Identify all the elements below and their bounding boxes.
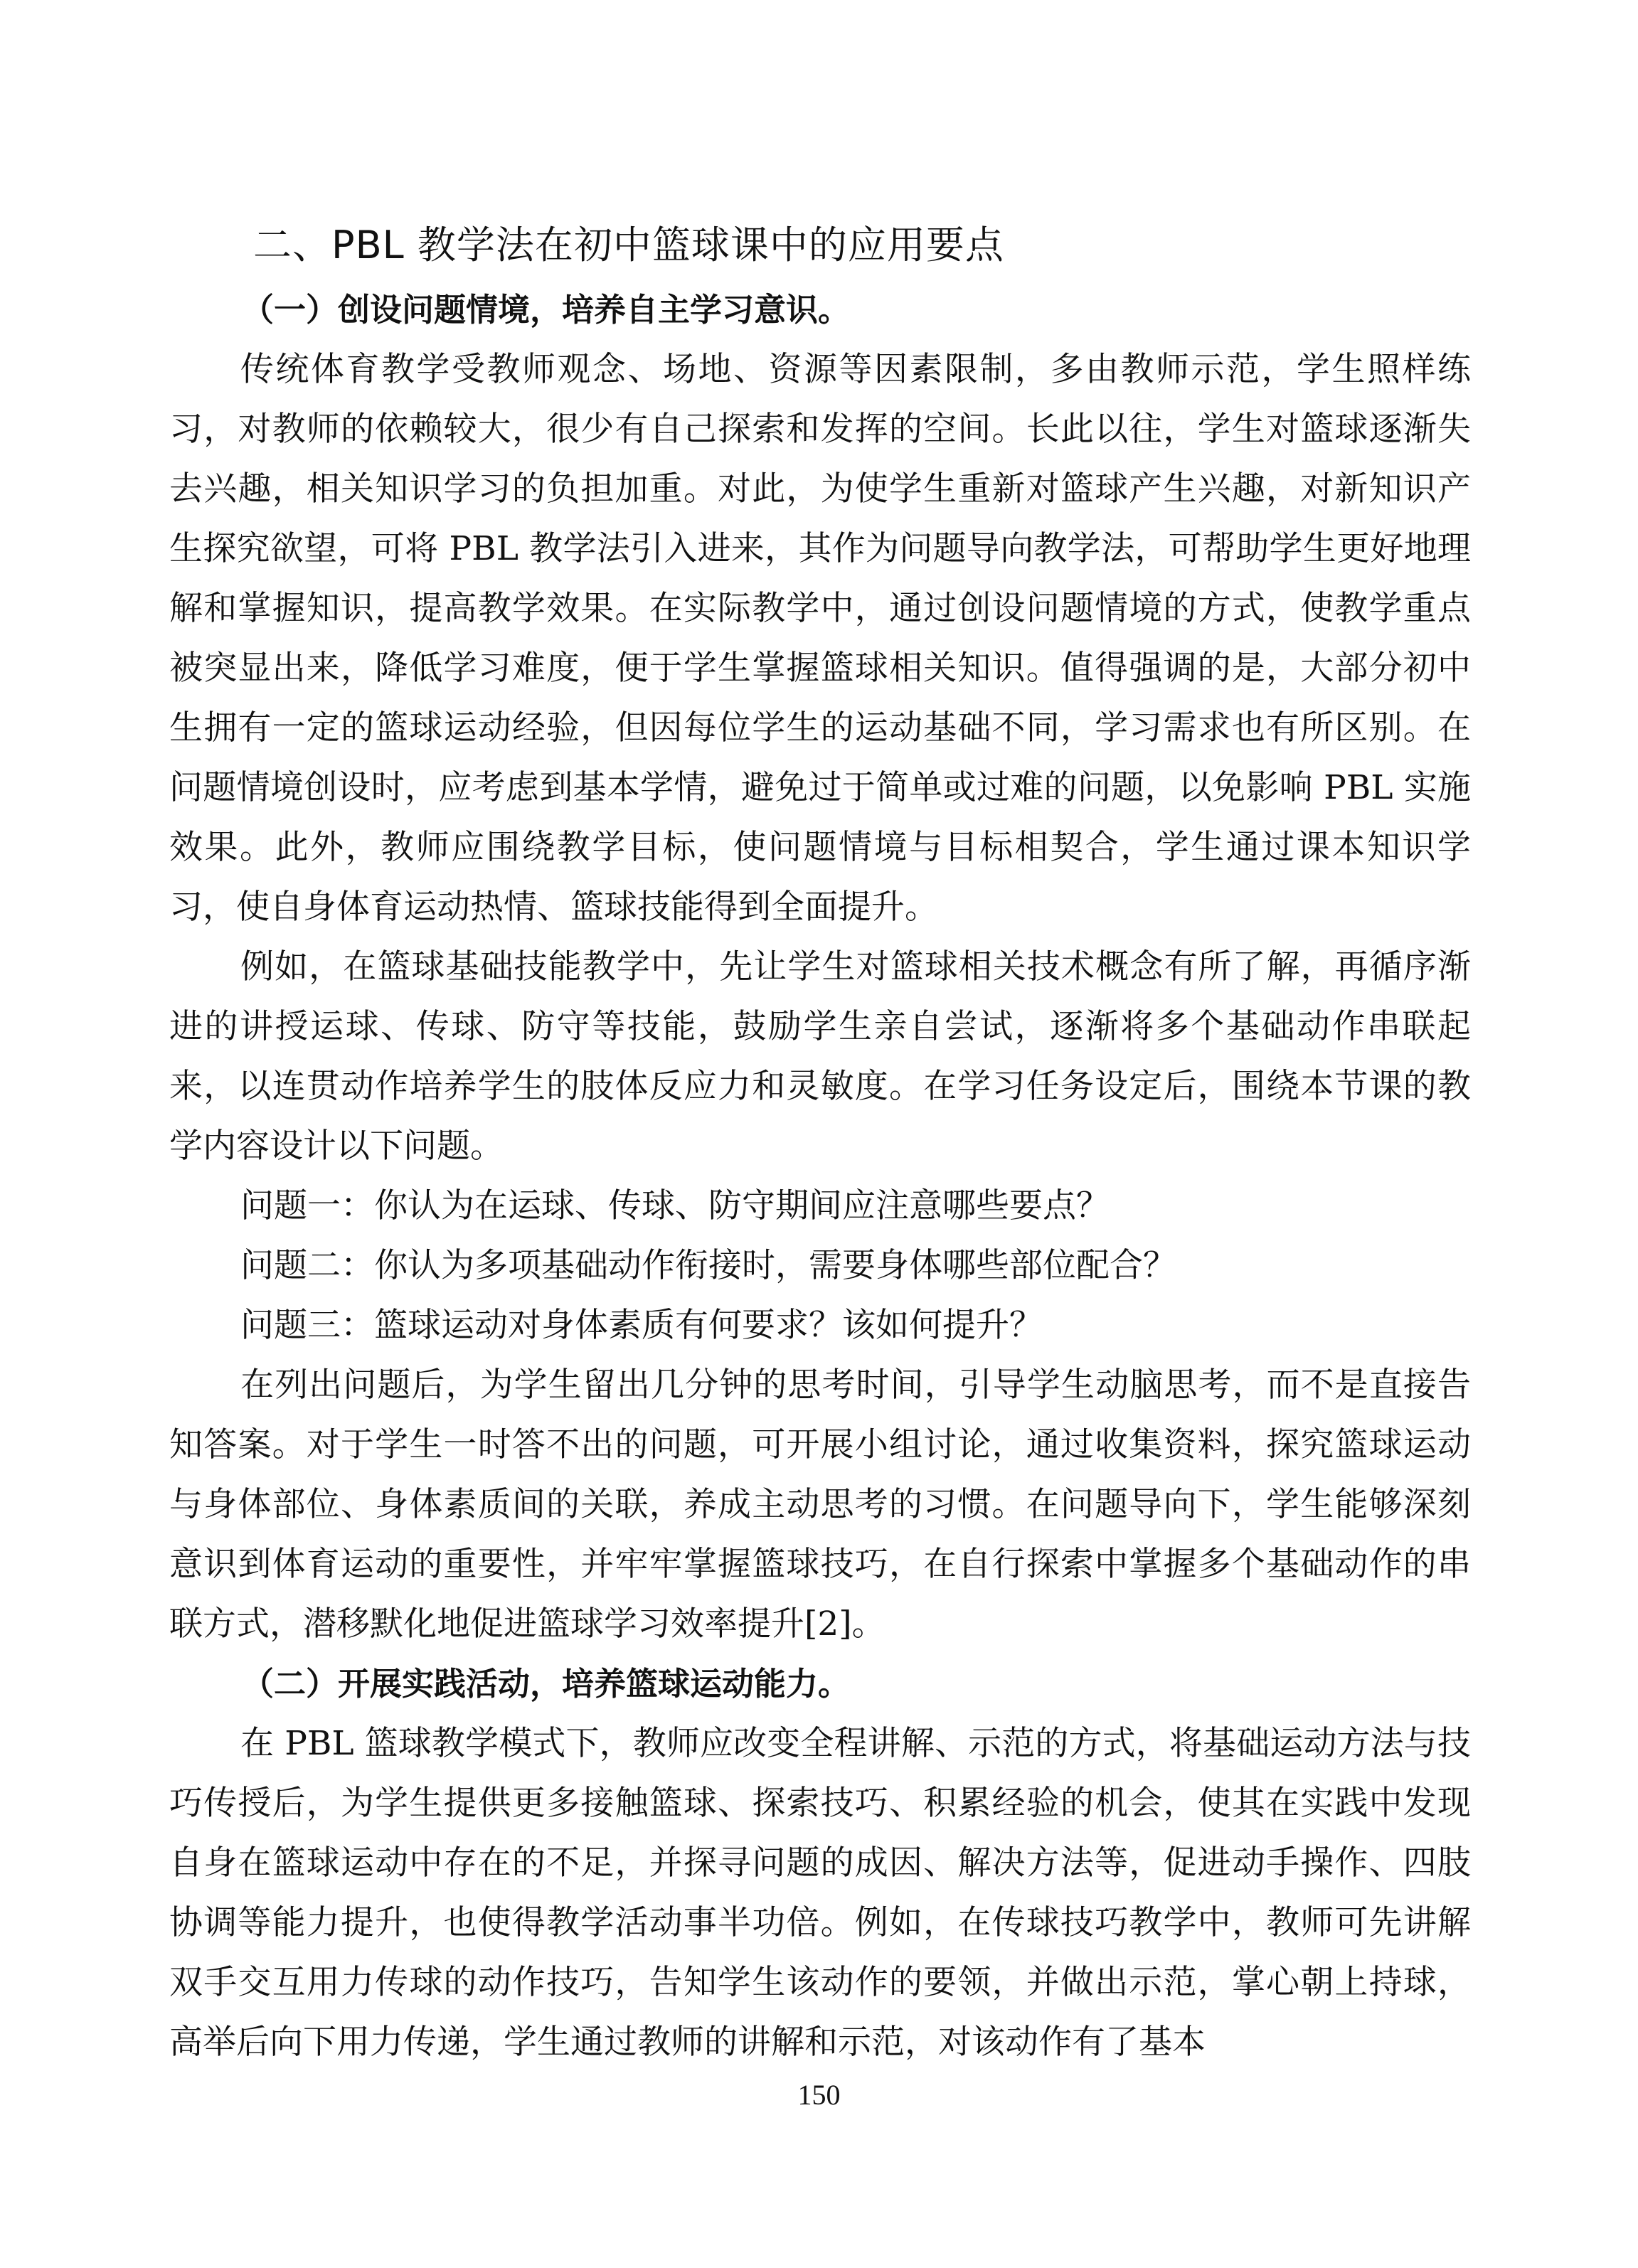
page-number: 150: [797, 2079, 841, 2111]
subsection-2-heading: （二）开展实践活动，培养篮球运动能力。: [242, 1665, 851, 1703]
question-3: 问题三：篮球运动对身体素质有何要求？该如何提升？: [240, 1306, 1043, 1345]
question-1: 问题一：你认为在运球、传球、防守期间应注意哪些要点？: [240, 1186, 1110, 1225]
subsection-1-paragraph-2: 例如，在篮球基础技能教学中，先让学生对篮球相关技术概念有所了解，再循序渐进的讲授运球、传球、防守等技能，鼓励学生亲自尝试，逐渐将多个基础动作串联起来，以连贯动作培养学生的肢体反应力和灵敏度。在学习任务设定后，围绕本节课的教学内容设计以下问题。: [169, 947, 1471, 1166]
subsection-1-paragraph-1: 传统体育教学受教师观念、场地、资源等因素限制，多由教师示范，学生照样练习，对教师的依赖较大，很少有自己探索和发挥的空间。长此以往，学生对篮球逐渐失去兴趣，相关知识学习的负担加重。对此，为使学生重新对篮球产生兴趣，对新知识产生探究欲望，可将 PBL 教学法引入进来，其作为问题导向教学法，可帮助学生更好地理解和掌握知识，提高教学效果。在实际教学中，通过创设问题情境的方式，使教学重点被突显出来，降低学习难度，便于学生掌握篮球相关知识。值得强调的是，大部分初中生拥有一定的篮球运动经验，但因每位学生的运动基础不同，学习需求也有所区别。在问题情境创设时，应考虑到基本学情，避免过于简单或过难的问题，以免影响 PBL 实施效果。此外，教师应围绕教学目标，使问题情境与目标相契合，学生通过课本知识学习，使自身体育运动热情、篮球技能得到全面提升。: [169, 350, 1471, 927]
question-2: 问题二：你认为多项基础动作衔接时，需要身体哪些部位配合？: [240, 1246, 1176, 1285]
subsection-1-paragraph-3: 在列出问题后，为学生留出几分钟的思考时间，引导学生动脑思考，而不是直接告知答案。对于学生一时答不出的问题，可开展小组讨论，通过收集资料，探究篮球运动与身体部位、身体素质间的关联，养成主动思考的习惯。在问题导向下，学生能够深刻意识到体育运动的重要性，并牢牢掌握篮球技巧，在自行探索中掌握多个基础动作的串联方式，潜移默化地促进篮球学习效率提升[2]。: [169, 1365, 1471, 1644]
subsection-2-paragraph-1: 在 PBL 篮球教学模式下，教师应改变全程讲解、示范的方式，将基础运动方法与技巧传授后，为学生提供更多接触篮球、探索技巧、积累经验的机会，使其在实践中发现自身在篮球运动中存在的不足，并探寻问题的成因、解决方法等，促进动手操作、四肢协调等能力提升，也使得教学活动事半功倍。例如，在传球技巧教学中，教师可先讲解双手交互用力传球的动作技巧，告知学生该动作的要领，并做出示范，掌心朝上持球，高举后向下用力传递，学生通过教师的讲解和示范，对该动作有了基本: [169, 1724, 1471, 2062]
section-title: 二、PBL 教学法在初中篮球课中的应用要点: [253, 223, 1004, 267]
subsection-1-heading: （一）创设问题情境，培养自主学习意识。: [242, 291, 851, 329]
page-body: [169, 213, 1471, 2072]
